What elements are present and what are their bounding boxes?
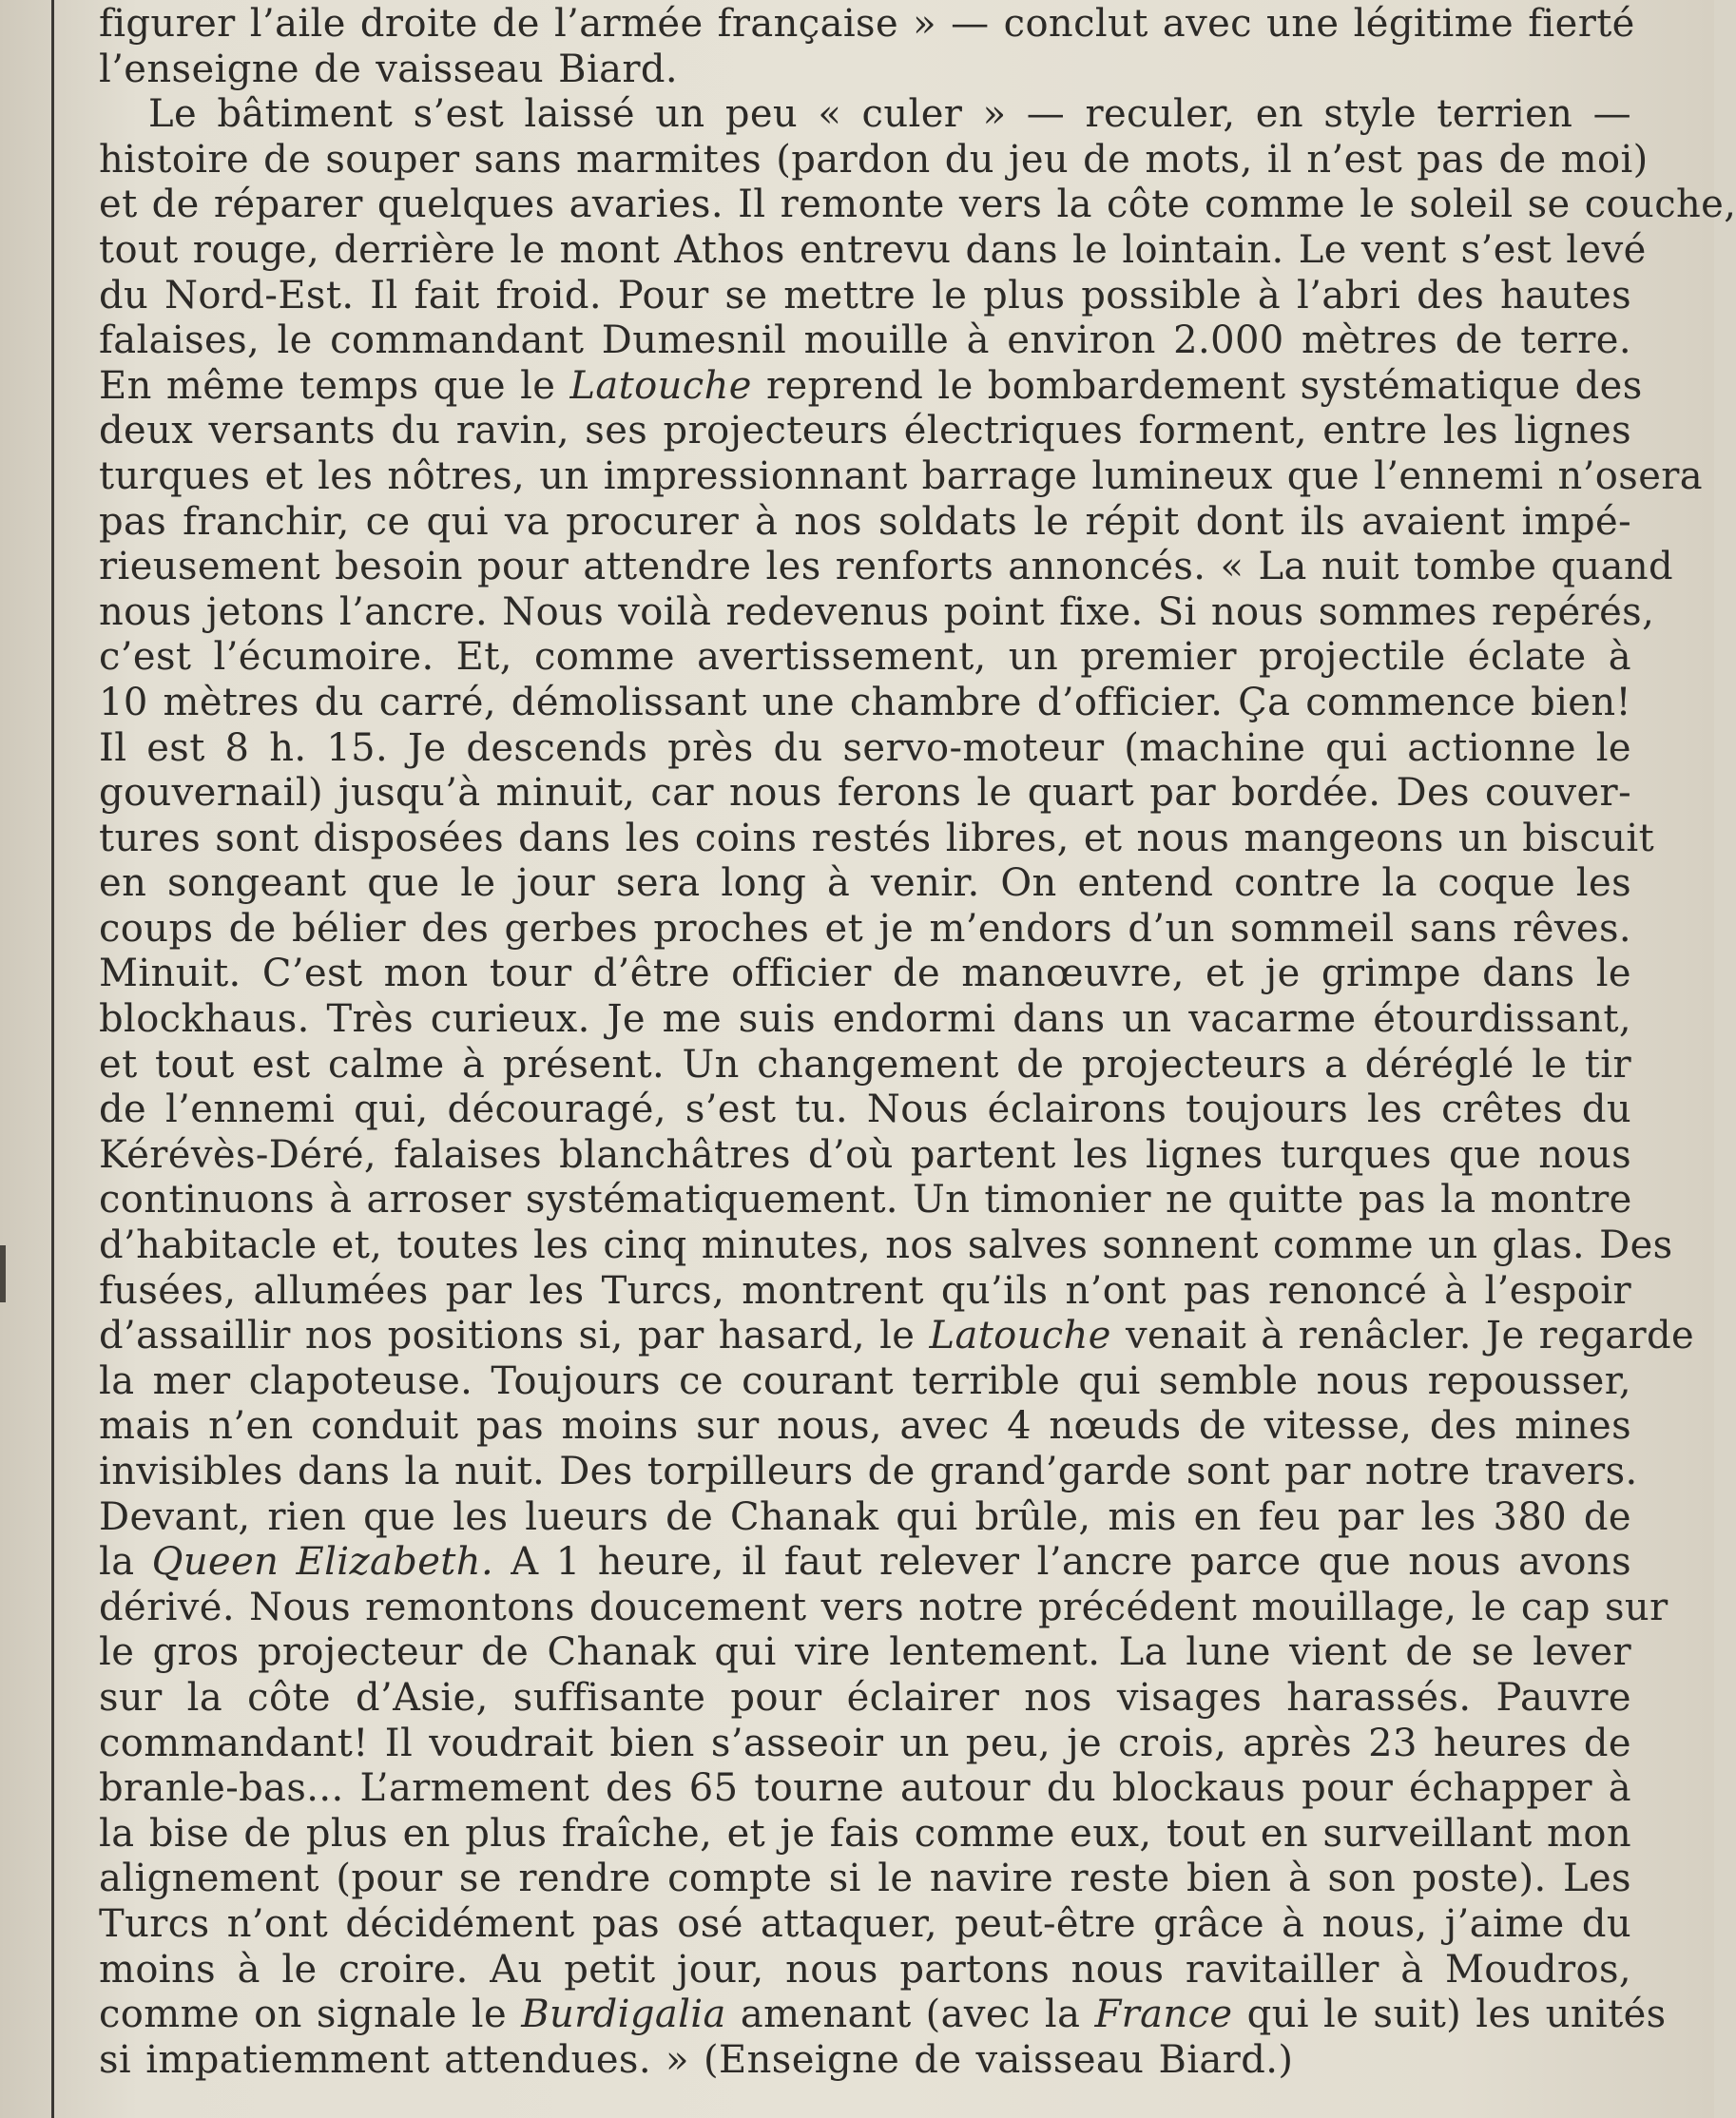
- text-line: [99, 1359, 1631, 1405]
- italic-text: Burdigalia: [521, 1993, 726, 2037]
- text-run: c’est l’écumoire. Et, comme avertissement, un premier projectile éclate à: [99, 635, 1631, 680]
- text-run: turques et les nôtres, un impressionnant barrage lumineux que l’ennemi n’osera: [99, 453, 1704, 498]
- text-line: [99, 1178, 1631, 1223]
- text-line: [99, 681, 1631, 726]
- text-line: [99, 545, 1673, 590]
- text-line: [99, 1948, 1631, 1993]
- text-line: [99, 363, 1643, 410]
- text-run: nous jetons l’ancre. Nous voilà redevenus point fixe. Si nous sommes repérés,: [99, 589, 1655, 634]
- text-line: [99, 1043, 1631, 1088]
- text-run: dérivé. Nous remontons doucement vers notre précédent mouillage, le cap sur: [99, 1585, 1668, 1629]
- text-line: [99, 1676, 1631, 1722]
- text-line: [99, 1722, 1631, 1767]
- text-line: [99, 318, 1631, 364]
- text-line: [99, 1450, 1638, 1495]
- text-run: du Nord-Est. Il fait froid. Pour se mettre le plus possible à l’abri des hautes: [99, 273, 1631, 318]
- text-run: d’assaillir nos positions si, par hasard, le: [99, 1314, 930, 1358]
- italic-text: Queen Elizabeth.: [151, 1540, 494, 1585]
- text-run: moins à le croire. Au petit jour, nous partons nous ravitailler à Moudros,: [99, 1947, 1631, 1992]
- text-line: [99, 635, 1631, 681]
- text-line: [99, 92, 1631, 138]
- text-run: coups de bélier des gerbes proches et je m’endors d’un sommeil sans rêves.: [99, 906, 1631, 951]
- text-run: qui le suit) les unités: [1232, 1993, 1667, 2037]
- text-run: commandant! Il voudrait bien s’asseoir un peu, je crois, après 23 heures de: [99, 1721, 1631, 1765]
- italic-text: France: [1094, 1993, 1233, 2037]
- margin-rule: [51, 0, 54, 2118]
- text-line: [99, 453, 1704, 500]
- text-run: A 1 heure, il faut relever l’ancre parce que nous avons: [493, 1540, 1632, 1585]
- text-line: [99, 137, 1649, 183]
- text-run: falaises, le commandant Dumesnil mouille à environ 2.000 mètres de terre.: [99, 318, 1631, 363]
- text-run: la mer clapoteuse. Toujours ce courant terrible qui semble nous repousser,: [99, 1358, 1631, 1403]
- text-line: [99, 48, 1631, 93]
- text-line: [99, 861, 1631, 907]
- text-run: figurer l’aile droite de l’armée française » — conclut avec une légitime fierté: [99, 2, 1635, 46]
- text-line: [99, 997, 1631, 1043]
- text-run: et tout est calme à présent. Un changement de projecteurs a déréglé le tir: [99, 1042, 1631, 1087]
- margin-mark: [0, 1245, 6, 1302]
- text-run: branle-bas... L’armement des 65 tourne autour du blockaus pour échapper à: [99, 1766, 1631, 1811]
- text-line: [99, 1540, 1631, 1586]
- text-line: [99, 1766, 1631, 1812]
- text-run: d’habitacle et, toutes les cinq minutes, nos salves sonnent comme un glas. Des: [99, 1223, 1673, 1268]
- text-line: [99, 227, 1647, 274]
- text-run: alignement (pour se rendre compte si le navire reste bien à son poste). Les: [99, 1857, 1631, 1901]
- text-line: [99, 1314, 1695, 1359]
- text-line: [99, 183, 1736, 228]
- text-line: [99, 1812, 1631, 1858]
- text-run: fusées, allumées par les Turcs, montrent qu’ils n’ont pas renoncé à l’espoir: [99, 1268, 1631, 1313]
- text-run: si impatiemment attendues. » (Enseigne de vaisseau Biard.): [99, 2037, 1294, 2082]
- italic-text: Latouche: [929, 1314, 1111, 1358]
- text-line: [99, 1088, 1631, 1133]
- text-line: [99, 274, 1631, 319]
- text-line: [99, 816, 1655, 862]
- text-run: histoire de souper sans marmites (pardon du jeu de mots, il n’est pas de moi): [99, 137, 1649, 182]
- text-run: en songeant que le jour sera long à venir. On entend contre la coque les: [99, 861, 1631, 906]
- text-run: le gros projecteur de Chanak qui vire lentement. La lune vient de se lever: [99, 1630, 1631, 1675]
- text-line: [99, 2, 1635, 48]
- text-run: l’enseigne de vaisseau Biard.: [99, 47, 679, 91]
- text-run: amenant (avec la: [725, 1993, 1095, 2037]
- text-run: blockhaus. Très curieux. Je me suis endormi dans un vacarme étourdissant,: [99, 997, 1631, 1042]
- text-run: Minuit. C’est mon tour d’être officier de manœuvre, et je grimpe dans le: [99, 952, 1631, 996]
- text-run: invisibles dans la nuit. Des torpilleurs de grand’garde sont par notre travers.: [99, 1450, 1638, 1493]
- text-run: reprend le bombardement systématique des: [751, 363, 1643, 408]
- text-run: deux versants du ravin, ses projecteurs électriques forment, entre les lignes: [99, 409, 1631, 453]
- italic-text: Latouche: [569, 363, 752, 408]
- text-line: [99, 409, 1631, 454]
- text-run: Il est 8 h. 15. Je descends près du servo-moteur (machine qui actionne le: [99, 725, 1631, 770]
- text-run: Turcs n’ont décidément pas osé attaquer, peut-être grâce à nous, j’aime du: [99, 1901, 1631, 1946]
- text-line: [99, 1630, 1631, 1676]
- text-run: Devant, rien que les lueurs de Chanak qui brûle, mis en feu par les 380 de: [99, 1494, 1631, 1539]
- text-run: Kérévès-Déré, falaises blanchâtres d’où partent les lignes turques que nous: [99, 1132, 1631, 1177]
- text-run: tures sont disposées dans les coins restés libres, et nous mangeons un biscuit: [99, 816, 1655, 860]
- text-run: 10 mètres du carré, démolissant une chambre d’officier. Ça commence bien!: [99, 680, 1631, 724]
- text-line: [99, 1269, 1631, 1315]
- text-line: [99, 1857, 1631, 1902]
- text-run: de l’ennemi qui, découragé, s’est tu. Nous éclairons toujours les crêtes du: [99, 1088, 1631, 1132]
- text-line: [99, 771, 1631, 817]
- text-run: tout rouge, derrière le mont Athos entrevu dans le lointain. Le vent s’est levé: [99, 227, 1647, 272]
- text-line: [99, 1133, 1631, 1179]
- text-run: sur la côte d’Asie, suffisante pour éclairer nos visages harassés. Pauvre: [99, 1675, 1631, 1720]
- body-text: [99, 2, 1736, 2083]
- text-line: [99, 2038, 1631, 2084]
- text-line: [99, 1223, 1673, 1269]
- text-line: [99, 1495, 1631, 1541]
- text-line: [99, 589, 1655, 636]
- text-run: et de réparer quelques avaries. Il remonte vers la côte comme le soleil se couche,: [99, 183, 1736, 227]
- text-line: [99, 1993, 1667, 2038]
- text-run: gouvernail) jusqu’à minuit, car nous ferons le quart par bordée. Des couver-: [99, 771, 1631, 816]
- text-run: rieusement besoin pour attendre les renforts annoncés. « La nuit tombe quand: [99, 545, 1673, 589]
- text-run: la bise de plus en plus fraîche, et je fais comme eux, tout en surveillant mon: [99, 1811, 1631, 1856]
- text-line: [99, 1585, 1668, 1631]
- text-run: Le bâtiment s’est laissé un peu « culer » — reculer, en style terrien —: [148, 92, 1631, 137]
- text-line: [99, 907, 1631, 953]
- text-run: mais n’en conduit pas moins sur nous, avec 4 nœuds de vitesse, des mines: [99, 1404, 1631, 1449]
- text-run: En même temps que le: [99, 363, 570, 408]
- text-line: [99, 500, 1631, 546]
- text-run: continuons à arroser systématiquement. Un timonier ne quitte pas la montre: [99, 1178, 1632, 1223]
- text-run: venait à renâcler. Je regarde: [1110, 1314, 1695, 1358]
- text-run: la: [99, 1540, 152, 1585]
- text-line: [99, 726, 1631, 772]
- text-line: [99, 952, 1631, 997]
- text-line: [99, 1404, 1631, 1450]
- text-line: [99, 1902, 1631, 1948]
- text-run: pas franchir, ce qui va procurer à nos soldats le répit dont ils avaient impé-: [99, 499, 1631, 544]
- text-run: comme on signale le: [99, 1993, 522, 2037]
